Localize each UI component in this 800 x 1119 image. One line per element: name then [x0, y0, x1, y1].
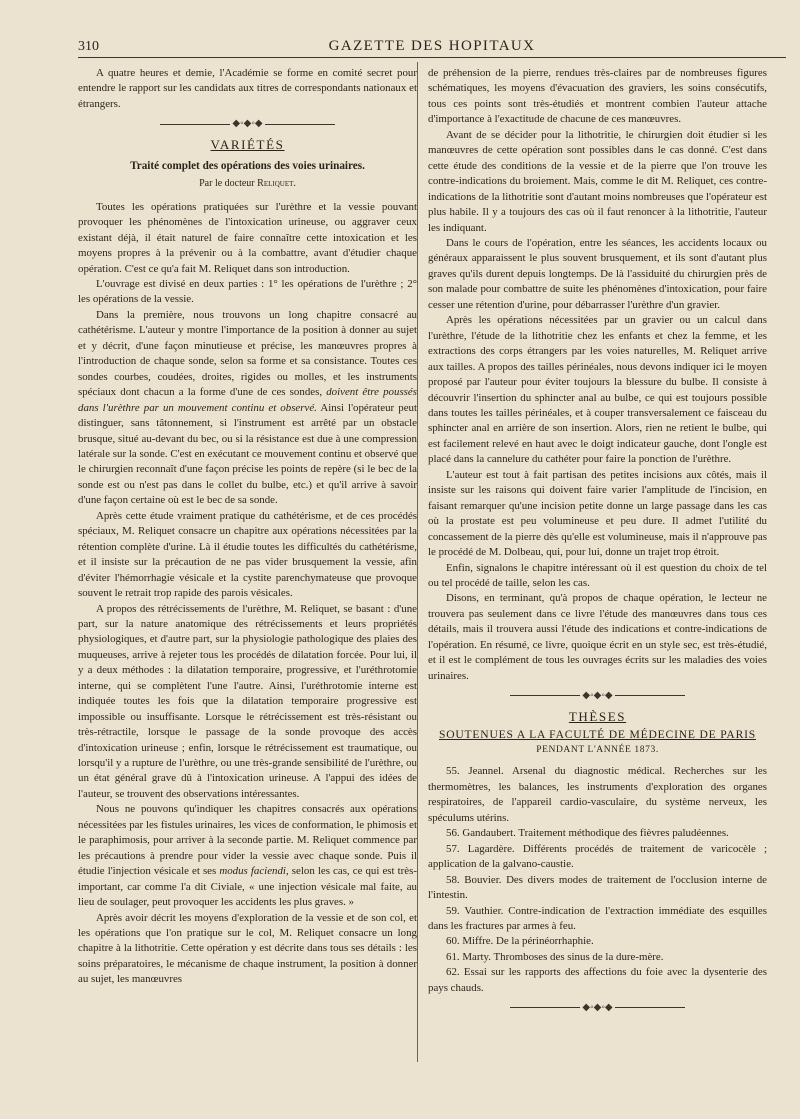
article-paragraph: Disons, en terminant, qu'à propos de chaque opération, le lecteur ne trouvera pas seulement dans ce livre l'étude des manœuvres dans tous ces détails, mais il trouvera aussi l'étude des indications et contre-indications de l'opération. En résumé, ce livre, quoique écrit en un style sec, est très-étudié, et il est le complément de tous les ouvrages écrits sur les maladies des voies urinaires. — [428, 592, 767, 682]
journal-title: GAZETTE DES HOPITAUX — [328, 38, 536, 54]
article-paragraph: Enfin, signalons le chapitre intéressant où il est question du choix de tel ou tel procédé de taille, selon les cas. — [428, 561, 767, 589]
thesis-item: 60. Miffre. De la périnéorrhaphie. — [446, 935, 594, 948]
article-paragraph: de préhension de la pierre, rendues très-claires par de nombreuses figures schématiques, les moyens d'évacuation des graviers, les soins consécutifs, tous ces points sont très-étudiés et montrent combien l'auteur attache d'importance à l'exactitude de chacune de ces manœuvres. — [428, 67, 767, 126]
article-paragraph: Après les opérations nécessitées par un gravier ou un calcul dans l'urèthre, l'étude de la lithotritie chez les enfants et chez la femme, et les extractions des corps étrangers par les voies naturelles, M. Reliquet arrive aux tailles. A propos des tailles périnéales, nous devons indiquer ici le moyen proposé par l'auteur pour éviter toujours la blessure du bulbe. Il consiste à découvrir l'insertion du sphincter anal au bulbe, ce qui est toujours possible dans toutes les tailles périnéales, et à couper transversalement ce faisceau du sphincter anal en arrière de son insertion. Alors, rien ne retient le bulbe, qui est facilement relevé en haut avec le doigt indicateur gauche, dont l'ongle est placé dans la cannelure du cathéter pour faire la ponction de l'urèthre. — [428, 314, 767, 466]
article-paragraph: A propos des rétrécissements de l'urèthre, M. Reliquet, se basant : d'une part, sur la nature anatomique des rétrécissements et leurs propriétés physiologiques, et d'autre part, sur la physiologie pathologique des plaies des muqueuses, arrive à rejeter tous les procédés de dilatation forcée. Pour lui, il y a deux méthodes : la dilatation temporaire, progressive, et l'uréthrotomie interne, qui se complètent l'une l'autre. Ainsi, l'uréthrotomie interne est indiquée toutes les fois que la dilatation temporaire progressive est impossible ou insuffisante. Lorsque le rétrécissement est très-résistant ou très-rétractile, lorsque le passage de la sonde provoque des accès d'intoxication urineuse ; enfin, lorsque le rétrécissement est traumatique, ou lorsqu'il y a rupture de l'urèthre, ou une très-grande sensibilité de l'urèthre, ou un état général grave dû à l'intoxication urineuse. A l'appui des idées de l'auteur, se trouvent des observations intéressantes. — [78, 602, 417, 800]
thesis-item: 58. Bouvier. Des divers modes de traitement de l'occlusion interne de l'intestin. — [428, 873, 767, 902]
page-header — [78, 36, 786, 58]
header-rule — [78, 57, 786, 58]
article-paragraph — [78, 308, 417, 509]
byline-prefix: Par le docteur — [199, 178, 255, 190]
section-heading-varietes: VARIÉTÉS — [210, 137, 285, 153]
thesis-item: 55. Jeannel. Arsenal du diagnostic médical. Recherches sur les thermomètres, les balances, les instruments d'exploration des organes respiratoires, de l'appareil cardio-vasculaire, du système nerveux, les spéculums utérins. — [428, 765, 767, 824]
paragraph-emphasis: doivent être poussés dans l'urèthre par un mouvement continu et observé. — [78, 386, 417, 414]
article-paragraph: Après avoir décrit les moyens d'exploration de la vessie et de son col, et les opérations que l'on pratique sur le col, M. Reliquet consacre un long chapitre à la lithotritie. Cette opération y est décrite dans tous ses détails : les soins préparatoires, le mécanisme de chaque instrument, la position à donner au sujet, les manœuvres — [78, 911, 417, 986]
article-paragraph: L'auteur est tout à fait partisan des petites incisions aux côtés, mais il insiste sur les raisons qui doivent faire varier l'amplitude de l'incision, en faisant remarquer qu'une incision petite donne un large passage dans les cas où la prostate est peu volumineuse et peu dure. Il admet l'utilité du concassement de la pierre dès qu'elle est volumineuse, mais il n'approuve pas le procédé de M. Dolbeau, qui, pour lui, donne un trajet trop étroit. — [428, 468, 767, 559]
thesis-item: 59. Vauthier. Contre-indication de l'extraction immédiate des esquilles dans les fractures par armes à feu. — [428, 904, 767, 933]
thesis-item: 62. Essai sur les rapports des affections du foie avec la dysenterie des pays chauds. — [428, 966, 767, 994]
theses-year: PENDANT L'ANNÉE 1873. — [536, 745, 659, 756]
article-paragraph: Avant de se décider pour la lithotritie, le chirurgien doit étudier si les manœuvres de cette opération sont possibles dans le cas donné. C'est dans cette étude des conditions de la vessie et de la pierre que l'on trouve les contre-indications du broiement. Mais, comme le dit M. Reliquet, ces contre-indications de la lithotritie sont d'autant moins nombreuses que l'opérateur est plus habile. Il y a toujours des cas où il faut renoncer à la lithotritie, l'auteur les indiquant. — [428, 128, 767, 234]
theses-heading: THÈSES — [568, 709, 627, 725]
right-column — [428, 66, 767, 1021]
paragraph-text: Ainsi l'opérateur peut distinguer, sans tâtonnement, si l'instrument est arrêté par un obstacle brusque, situé au-devant du bec, ou si la résistance est due à une compression latérale sur la sonde. C'est en exécutant ce mouvement continu et observé que le chirurgien reconnaît d'une façon précise les points de repère (si le bec de la sonde est ou n'est pas dans le collet du bulbe, etc.) et qu'il arrive à savoir d'une façon certaine où est le bec de sa sonde. — [78, 401, 417, 507]
paragraph-emphasis: modus faciendi, — [219, 865, 289, 878]
article-paragraph: Après cette étude vraiment pratique du cathétérisme, et de ces procédés spéciaux, M. Reliquet consacre un chapitre aux opérations nécessitées par la rétention complète d'urine. Là il étudie toutes les difficultés du cathétérisme, et il insiste sur la précaution de ne pas vider brusquement la vessie, afin d'éviter l'hémorrhagie vésicale et la cystite parenchymateuse que provoque souvent le retrait trop rapide des parois vésicales. — [78, 509, 417, 600]
article-paragraph — [78, 802, 417, 910]
paragraph-text: Dans la première, nous trouvons un long chapitre consacré au cathétérisme. L'auteur y montre l'importance de la position à donner au sujet et y décrit, d'une façon minutieuse et précise, les manœuvres propres à l'introduction de chaque sonde, selon sa forme et sa consistance. Toutes ces sondes courbes, coudées, droites, rigides ou molles, et les instruments spéciaux dont chacun a la forme d'une de ces sondes, — [78, 308, 417, 399]
article-paragraph: Toutes les opérations pratiquées sur l'urèthre et la vessie pouvant provoquer les phénomènes de l'intoxication urineuse, ou aggraver ceux existant déjà, il était naturel de faire connaître cette intoxication et les moyens propres à la prévenir ou à la combattre, avant d'étudier chaque opération. C'est ce qu'a fait M. Reliquet dans son introduction. — [78, 200, 417, 275]
separator-ornament: ◆◦◆◦◆ — [78, 115, 417, 133]
article-title: Traité complet des opérations des voies urinaires. — [130, 159, 365, 172]
end-ornament: ◆◦◆◦◆ — [428, 999, 767, 1017]
column-divider — [417, 62, 418, 1062]
thesis-item: 57. Lagardère. Différents procédés de traitement de varicocèle ; application de la galvano-caustie. — [428, 842, 767, 871]
byline-author: Reliquet. — [257, 178, 296, 190]
paragraph-text: Nous ne pouvons qu'indiquer les chapitres consacrés aux opérations nécessitées par les fistules urinaires, les vices de conformation, le phimosis et le paraphimosis, pour arriver à la seconde partie. M. Reliquet commence par les précautions à prendre pour vider la vessie avec chaque sonde. Puis il étudie l'injection vésicale et ses — [78, 803, 417, 878]
article-paragraph: L'ouvrage est divisé en deux parties : 1° les opérations de l'urèthre ; 2° les opérations de la vessie. — [78, 277, 417, 306]
separator-ornament: ◆◦◆◦◆ — [428, 687, 767, 705]
page-number: 310 — [78, 39, 99, 54]
thesis-item: 61. Marty. Thromboses des sinus de la dure-mère. — [446, 950, 664, 963]
paragraph-text: selon les cas, ce qui est très-important, car comme l'a dit Civiale, « une injection vésicale mal faite, au lieu de soulager, peut provoquer les accidents les plus graves. » — [78, 865, 417, 909]
article-paragraph: Dans le cours de l'opération, entre les séances, les accidents locaux ou généraux apparaissent le plus souvent brusquement, et ils sont d'autant plus graves qu'ils durent depuis longtemps. De là l'assiduité du chirurgien près de son malade pour combattre de suite les phénomènes d'intoxication, pour faire cesser une rétention d'urine, pour débarrasser l'urèthre d'un gravier. — [428, 236, 767, 311]
article-byline — [78, 176, 417, 191]
theses-subheading: SOUTENUES A LA FACULTÉ DE MÉDECINE DE PARIS — [438, 727, 757, 741]
left-column — [78, 66, 417, 988]
academy-note: A quatre heures et demie, l'Académie se forme en comité secret pour entendre le rapport sur les candidats aux titres de correspondants nationaux et étrangers. — [78, 67, 417, 110]
thesis-item: 56. Gandaubert. Traitement méthodique des fièvres paludéennes. — [446, 827, 729, 840]
